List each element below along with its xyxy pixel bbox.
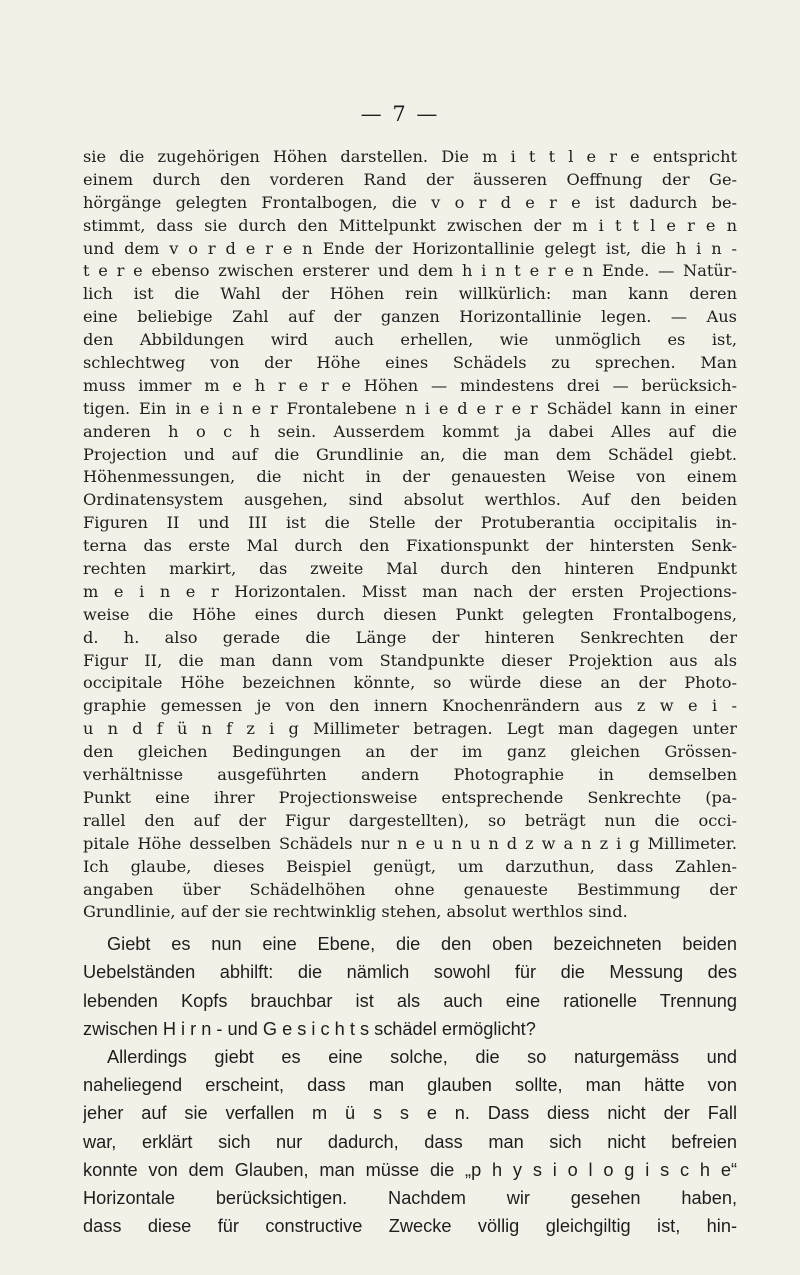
- text-line: hörgänge gelegten Frontalbogen, die v o r d e r e ist dadurch be-: [83, 192, 737, 212]
- text-line: Figuren II und III ist die Stelle der Protuberantia occipitalis in-: [83, 513, 737, 533]
- text-line: m e i n e r Horizontalen. Misst man nach der ersten Projections-: [83, 581, 737, 601]
- text-line: rechten markirt, das zweite Mal durch den hinteren Endpunkt: [83, 559, 737, 579]
- text-line: muss immer m e h r e r e Höhen — mindestens drei — berücksich-: [83, 375, 737, 395]
- text-line: jeher auf sie verfallen m ü s s e n. Dass diess nicht der Fall: [83, 1103, 737, 1124]
- text-line: tigen. Ein in e i n e r Frontalebene n i e d e r e r Schädel kann in einer: [83, 398, 737, 418]
- text-line: und dem v o r d e r e n Ende der Horizontallinie gelegt ist, die h i n -: [83, 238, 737, 258]
- text-line: u n d f ü n f z i g Millimeter betragen. Legt man dagegen unter: [83, 719, 737, 739]
- text-line: terna das erste Mal durch den Fixationspunkt der hintersten Senk-: [83, 536, 737, 556]
- text-line: Ordinatensystem ausgehen, sind absolut werthlos. Auf den beiden: [83, 490, 737, 510]
- text-line: d. h. also gerade die Länge der hinteren Senkrechten der: [83, 627, 737, 647]
- text-line: t e r e ebenso zwischen ersterer und dem h i n t e r e n Ende. — Natür-: [83, 261, 737, 281]
- text-line: Horizontale berücksichtigen. Nachdem wir gesehen haben,: [83, 1187, 737, 1208]
- text-line: Grundlinie, auf der sie rechtwinklig stehen, absolut werthlos sind.: [83, 902, 628, 922]
- text-line: rallel den auf der Figur dargestellten), so beträgt nun die occi-: [83, 810, 737, 830]
- text-line: lich ist die Wahl der Höhen rein willkürlich: man kann deren: [83, 284, 737, 304]
- text-line: Figur II, die man dann vom Standpunkte dieser Projektion aus als: [83, 650, 737, 670]
- text-line: Uebelständen abhilft: die nämlich sowohl für die Messung des: [83, 962, 737, 983]
- text-line: Projection und auf die Grundlinie an, die man dem Schädel giebt.: [83, 444, 737, 464]
- text-line: pitale Höhe desselben Schädels nur n e u n u n d z w a n z i g Millimeter.: [83, 833, 737, 853]
- body-text: [83, 146, 737, 1240]
- text-line: Punkt eine ihrer Projectionsweise entsprechende Senkrechte (pa-: [83, 787, 737, 807]
- text-line: lebenden Kopfs brauchbar ist als auch eine rationelle Trennung: [83, 990, 737, 1011]
- text-line: angaben über Schädelhöhen ohne genaueste Bestimmung der: [83, 879, 737, 899]
- text-line: Höhenmessungen, die nicht in der genauesten Weise von einem: [83, 467, 737, 487]
- text-line: einem durch den vorderen Rand der äusseren Oeffnung der Ge-: [83, 169, 737, 189]
- paragraph-block-serif: [83, 146, 737, 924]
- text-line: verhältnisse ausgeführten andern Photographie in demselben: [83, 765, 737, 785]
- text-line: Ich glaube, dieses Beispiel genügt, um darzuthun, dass Zahlen-: [83, 856, 737, 876]
- text-line: war, erklärt sich nur dadurch, dass man sich nicht befreien: [83, 1131, 737, 1152]
- text-line: Giebt es nun eine Ebene, die den oben bezeichneten beiden: [107, 934, 737, 955]
- text-line: stimmt, dass sie durch den Mittelpunkt zwischen der m i t t l e r e n: [83, 215, 737, 235]
- paragraph-block-sans: [83, 930, 737, 1240]
- text-line: sie die zugehörigen Höhen darstellen. Die m i t t l e r e entspricht: [83, 147, 737, 166]
- text-line: occipitale Höhe bezeichnen könnte, so würde diese an der Photo-: [83, 673, 737, 693]
- text-line: naheliegend erscheint, dass man glauben sollte, man hätte von: [83, 1075, 737, 1096]
- text-line: dass diese für constructive Zwecke völlig gleichgiltig ist, hin-: [83, 1216, 737, 1237]
- text-line: eine beliebige Zahl auf der ganzen Horizontallinie legen. — Aus: [83, 307, 737, 327]
- text-line: konnte von dem Glauben, man müsse die „p h y s i o l o g i s c h e“: [83, 1159, 737, 1180]
- text-line: den gleichen Bedingungen an der im ganz gleichen Grössen-: [83, 742, 737, 762]
- text-line: Allerdings giebt es eine solche, die so naturgemäss und: [107, 1047, 737, 1068]
- text-line: schlechtweg von der Höhe eines Schädels zu sprechen. Man: [83, 353, 737, 373]
- page-number: — 7 —: [360, 102, 440, 126]
- text-line: graphie gemessen je von den innern Knochenrändern aus z w e i -: [83, 696, 737, 716]
- text-line: anderen h o c h sein. Ausserdem kommt ja dabei Alles auf die: [83, 421, 737, 441]
- text-line: weise die Höhe eines durch diesen Punkt gelegten Frontalbogens,: [83, 604, 737, 624]
- text-line: den Abbildungen wird auch erhellen, wie unmöglich es ist,: [83, 330, 737, 350]
- text-line: zwischen H i r n - und G e s i c h t s schädel ermöglicht?: [83, 1018, 536, 1039]
